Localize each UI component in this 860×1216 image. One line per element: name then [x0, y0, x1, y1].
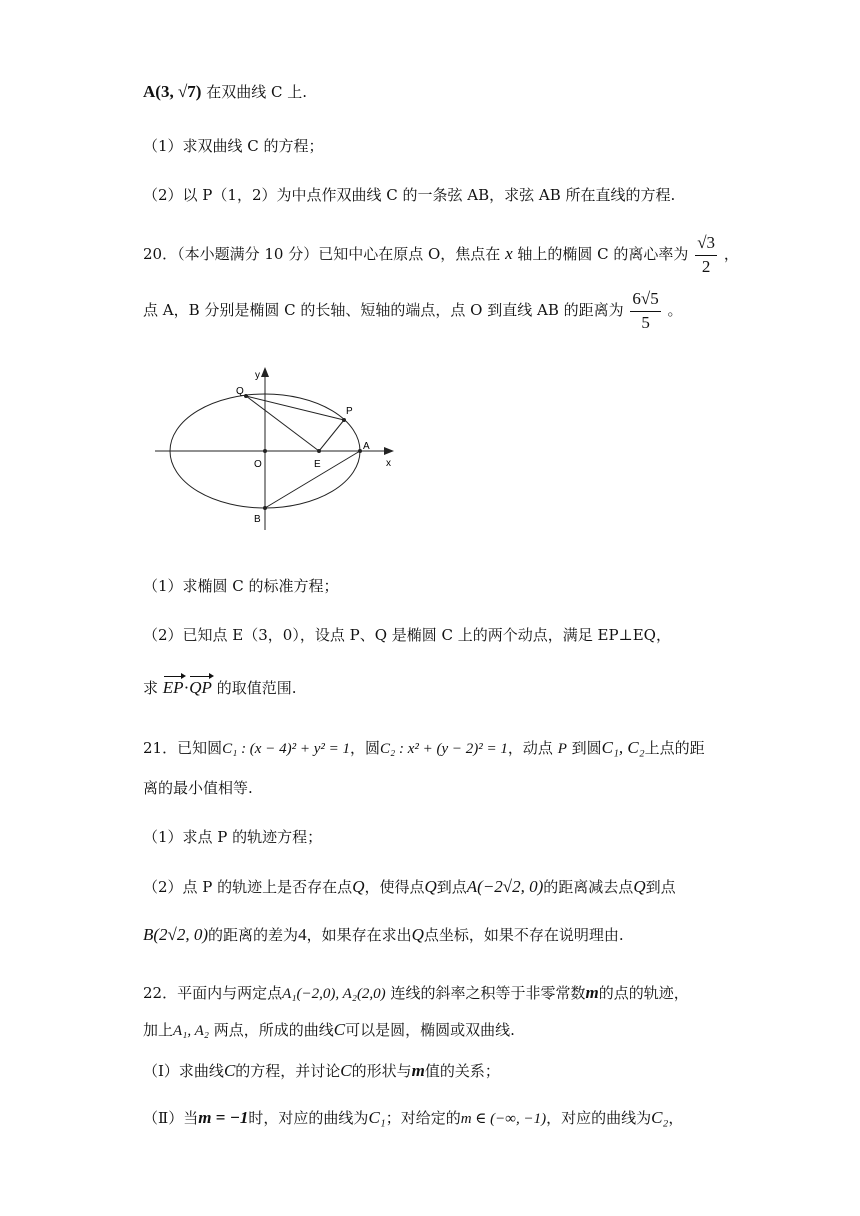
- q22-part1-d: 值的关系；: [424, 1062, 500, 1080]
- m-variable: m: [585, 983, 599, 1002]
- q22-line2-c: 可以是圆，椭圆或双曲线.: [345, 1021, 515, 1039]
- point-B: [263, 506, 267, 510]
- eccentricity-fraction: [695, 232, 717, 278]
- fixed-points: A₁(−2,0), A₂(2,0): [282, 986, 386, 1002]
- q21-line1-e: 上点的距: [644, 739, 705, 757]
- q21-line2: 离的最小值相等.: [143, 779, 253, 797]
- q22-line2-a: 加上: [143, 1021, 174, 1039]
- q22-part2-d: ，对应的曲线为: [546, 1109, 652, 1127]
- m-variable: m: [411, 1061, 425, 1080]
- q21-part2-a: （2）点 P 的轨迹上是否存在点: [143, 878, 353, 896]
- label-Q: Q: [236, 386, 244, 397]
- q21-part3-a: 的距离的差为: [208, 926, 299, 944]
- q21-line1-b: ，圆: [349, 739, 380, 757]
- q21-part2-c: 到点: [436, 878, 467, 896]
- label-P: P: [346, 406, 353, 417]
- q22-line2: [143, 1020, 515, 1041]
- q22-part2: [143, 1108, 683, 1129]
- label-O: O: [254, 459, 262, 470]
- q20-line2: [143, 288, 683, 334]
- q22-part1: [143, 1061, 500, 1081]
- q22-part2-a: （Ⅱ）当: [143, 1109, 199, 1127]
- q22-part1-c: 的形状与: [351, 1062, 412, 1080]
- q-variable: Q: [633, 877, 646, 896]
- point-A: [358, 449, 362, 453]
- q21-part2-e: 到点: [645, 878, 676, 896]
- c1-c2-symbols: C₁, C₂: [601, 738, 645, 757]
- c-variable: C: [333, 1020, 346, 1039]
- curve-c2: C₂: [651, 1108, 669, 1127]
- q22-line2-b: 两点，所成的曲线: [213, 1021, 334, 1039]
- q20-part2: （2）已知点 E（3，0），设点 P、Q 是椭圆 C 上的两个动点，满足 EP⊥EQ，: [143, 626, 671, 644]
- q21-part3-c: 点坐标，如果不存在说明理由.: [423, 926, 624, 944]
- distance-numerator: 6√5: [630, 288, 660, 312]
- q-variable: Q: [352, 877, 365, 896]
- eccentricity-numerator: √3: [695, 232, 717, 256]
- point-E: [317, 449, 321, 453]
- q22-part2-e: ，: [668, 1109, 684, 1127]
- q22-line1-b: 连线的斜率之积等于非零常数: [390, 984, 586, 1002]
- q20-intro-c: ，: [723, 245, 739, 263]
- dot-operator: ·: [183, 678, 190, 697]
- q20-line2-a: 点 A，B 分别是椭圆 C 的长轴、短轴的端点，点 O 到直线 AB 的距离为: [143, 301, 624, 319]
- label-y: y: [255, 370, 260, 381]
- segment-QE: [246, 396, 319, 451]
- segment-AB: [265, 451, 360, 508]
- q19-line1-text: 在双曲线 C 上.: [206, 83, 308, 101]
- q21-line1-a: 21．已知圆: [143, 739, 223, 757]
- q21-part3: [143, 925, 624, 945]
- q20-intro-a: 20．（本小题满分 10 分）已知中心在原点 O，焦点在: [143, 245, 501, 263]
- x-variable: x: [505, 244, 513, 263]
- q20-intro-b: 轴上的椭圆 C 的离心率为: [517, 245, 689, 263]
- q21-part2-d: 的距离减去点: [543, 878, 634, 896]
- q21-part2: [143, 877, 676, 897]
- x-axis-arrow: [384, 447, 394, 455]
- q-variable: Q: [424, 877, 437, 896]
- q22-line1-a: 22．平面内与两定点: [143, 984, 283, 1002]
- q19-line1: [143, 82, 307, 102]
- q20-line2-b: 。: [667, 301, 683, 319]
- label-E: E: [314, 459, 321, 470]
- m-range: m ∈ (−∞, −1): [460, 1111, 547, 1127]
- number-four: 4: [298, 925, 307, 944]
- point-O: [263, 449, 267, 453]
- vector-QP: QP: [189, 678, 212, 697]
- q20-intro: [143, 232, 739, 278]
- q20-part3-a: 求: [143, 679, 159, 697]
- vector-EP: EP: [162, 678, 184, 697]
- q21-part3-b: ，如果存在求出: [306, 926, 412, 944]
- q-variable: Q: [411, 925, 424, 944]
- point-a-expression: A(3, √7): [143, 82, 202, 101]
- distance-fraction: [630, 288, 660, 334]
- q20-part1: （1）求椭圆 C 的标准方程；: [143, 577, 339, 595]
- q22-part1-a: （Ⅰ）求曲线: [143, 1062, 224, 1080]
- circle-c1-equation: C₁ : (x − 4)² + y² = 1: [222, 741, 350, 757]
- point-a-coordinates: A(−2√2, 0): [466, 877, 544, 896]
- q20-part3-b: 的取值范围.: [216, 679, 297, 697]
- curve-c1: C₁: [368, 1108, 386, 1127]
- q21-line1-d: 到圆: [571, 739, 602, 757]
- point-P: [342, 418, 346, 422]
- c-variable: C: [223, 1061, 236, 1080]
- q19-part2: （2）以 P（1，2）为中点作双曲线 C 的一条弦 AB，求弦 AB 所在直线的方程.: [143, 186, 676, 204]
- segment-EP: [319, 420, 344, 451]
- circle-c2-equation: C₂ : x² + (y − 2)² = 1: [380, 741, 508, 757]
- segment-QP: [246, 396, 344, 420]
- q19-part1: （1）求双曲线 C 的方程；: [143, 137, 324, 155]
- p-variable: P: [557, 741, 567, 757]
- q22-part2-b: 时，对应的曲线为: [248, 1109, 369, 1127]
- point-Q: [244, 394, 248, 398]
- m-equals-minus-one: m = −1: [198, 1108, 249, 1127]
- c-variable: C: [340, 1061, 352, 1080]
- q21-line1-c: ，动点: [507, 739, 553, 757]
- eccentricity-denominator: 2: [701, 257, 711, 276]
- q22-line1: [143, 983, 689, 1004]
- distance-denominator: 5: [641, 313, 650, 332]
- q22-part2-c: ；对给定的: [385, 1109, 461, 1127]
- ellipse-figure: [150, 365, 410, 535]
- q21-part1: （1）求点 P 的轨迹方程；: [143, 828, 323, 846]
- point-b-coordinates: B(2√2, 0): [143, 925, 209, 944]
- label-A: A: [363, 441, 370, 452]
- q20-part3: [143, 678, 296, 698]
- label-B: B: [254, 514, 261, 525]
- y-axis-arrow: [261, 367, 269, 377]
- q22-line1-c: 的点的轨迹，: [598, 984, 689, 1002]
- label-x: x: [386, 458, 391, 469]
- q22-part1-b: 的方程，并讨论: [235, 1062, 341, 1080]
- q21-line1: [143, 738, 705, 759]
- a1-a2-symbols: A₁, A₂: [173, 1023, 209, 1039]
- q21-part2-b: ，使得点: [364, 878, 425, 896]
